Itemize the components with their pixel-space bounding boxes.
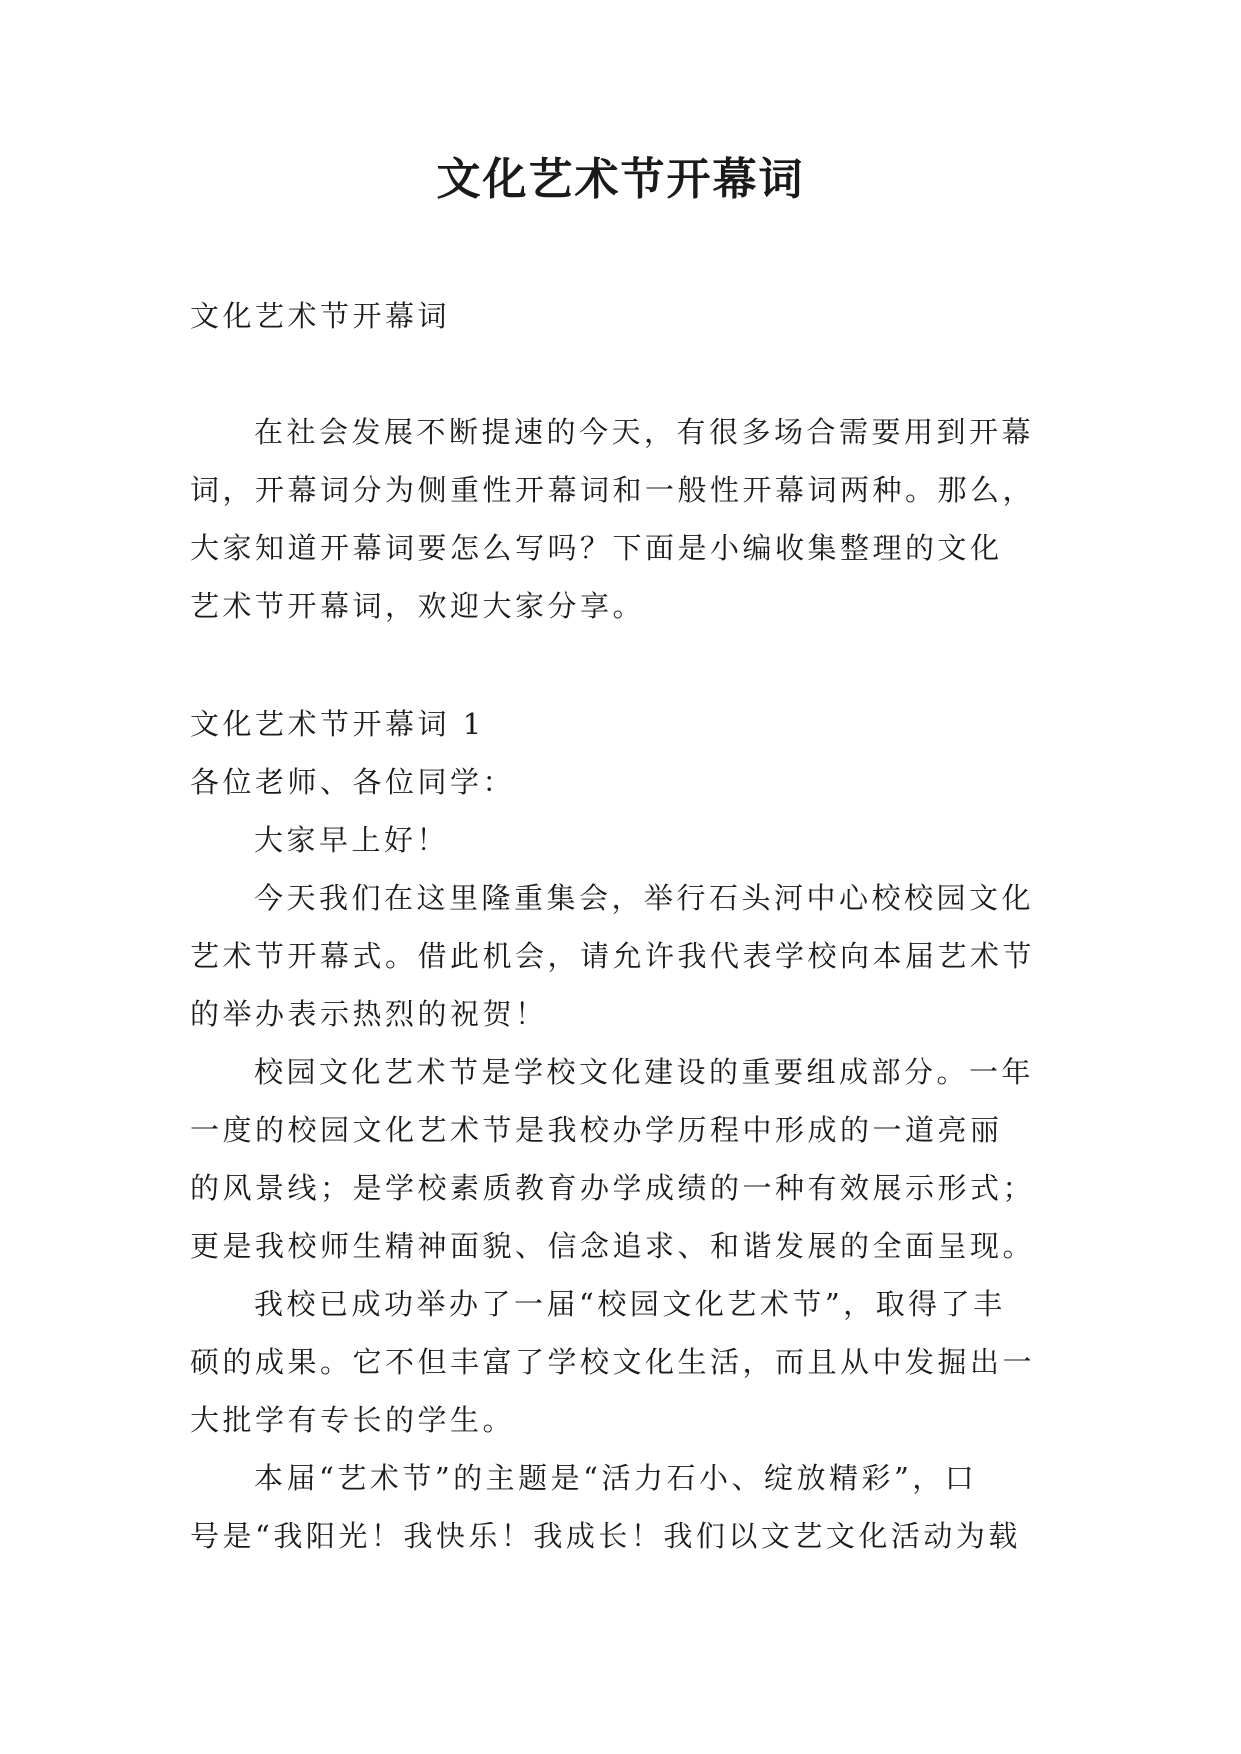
para3-line-3: 大批学有专长的学生。 bbox=[190, 1403, 516, 1437]
intro-line-3: 大家知道开幕词要怎么写吗？下面是小编收集整理的文化 bbox=[190, 531, 1003, 565]
greeting: 大家早上好！ bbox=[254, 823, 450, 857]
para1-line-2: 艺术节开幕式。借此机会，请允许我代表学校向本届艺术节 bbox=[190, 939, 1036, 973]
section-title: 文化艺术节开幕词 1 bbox=[190, 707, 485, 741]
intro-line-1: 在社会发展不断提速的今天，有很多场合需要用到开幕 bbox=[254, 415, 1035, 449]
para3-line-2: 硕的成果。它不但丰富了学校文化生活，而且从中发掘出一 bbox=[190, 1345, 1036, 1379]
para2-line-4: 更是我校师生精神面貌、信念追求、和谐发展的全面呈现。 bbox=[190, 1229, 1036, 1263]
para1-line-1: 今天我们在这里隆重集会，举行石头河中心校校园文化 bbox=[254, 881, 1035, 915]
para2-line-1: 校园文化艺术节是学校文化建设的重要组成部分。一年 bbox=[254, 1055, 1035, 1089]
para2-line-3: 的风景线；是学校素质教育办学成绩的一种有效展示形式； bbox=[190, 1171, 1036, 1205]
para4-line-2: 号是“我阳光！我快乐！我成长！我们以文艺文化活动为载 bbox=[190, 1519, 1021, 1553]
document-heading: 文化艺术节开幕词 bbox=[190, 299, 451, 333]
document-title: 文化艺术节开幕词 bbox=[436, 154, 805, 205]
para3-line-1: 我校已成功举办了一届“校园文化艺术节”，取得了丰 bbox=[254, 1287, 1006, 1321]
salutation: 各位老师、各位同学： bbox=[190, 765, 516, 799]
intro-line-4: 艺术节开幕词，欢迎大家分享。 bbox=[190, 589, 646, 623]
para2-line-2: 一度的校园文化艺术节是我校办学历程中形成的一道亮丽 bbox=[190, 1113, 1003, 1147]
para1-line-3: 的举办表示热烈的祝贺！ bbox=[190, 997, 548, 1031]
intro-line-2: 词，开幕词分为侧重性开幕词和一般性开幕词两种。那么， bbox=[190, 473, 1036, 507]
para4-line-1: 本届“艺术节”的主题是“活力石小、绽放精彩”，口 bbox=[254, 1461, 978, 1495]
